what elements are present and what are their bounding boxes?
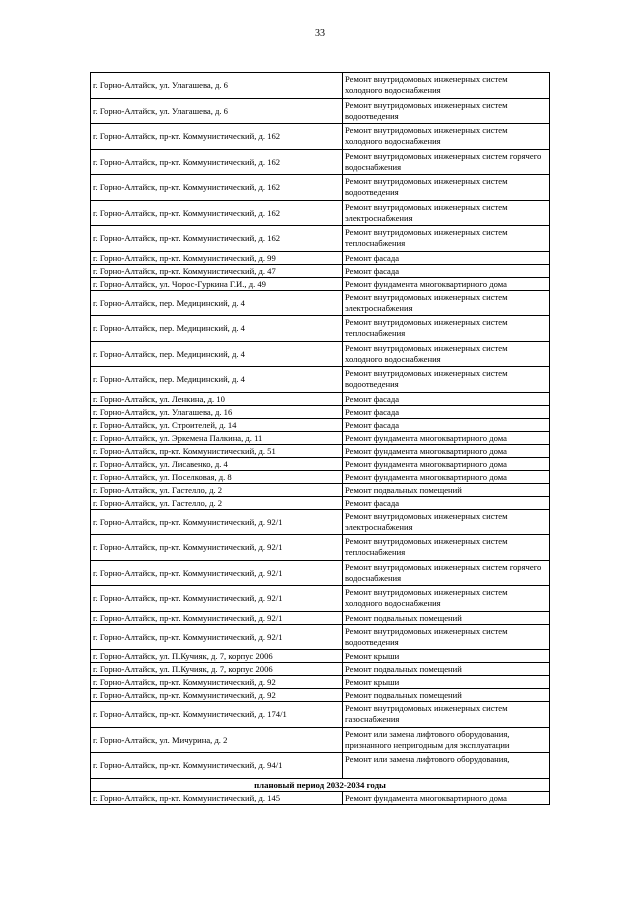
work-type-cell: Ремонт крыши xyxy=(343,676,550,689)
table-row xyxy=(91,367,550,393)
table-row xyxy=(91,727,550,753)
address-cell: г. Горно-Алтайск, пр-кт. Коммунистический, д. 99 xyxy=(91,251,343,264)
work-type-cell: Ремонт или замена лифтового оборудования, xyxy=(343,753,550,779)
table-row xyxy=(91,444,550,457)
address-cell: г. Горно-Алтайск, ул. Лисавенко, д. 4 xyxy=(91,457,343,470)
address-cell: г. Горно-Алтайск, ул. П.Кучияк, д. 7, корпус 2006 xyxy=(91,663,343,676)
table-row xyxy=(91,650,550,663)
table-row xyxy=(91,200,550,226)
address-cell: г. Горно-Алтайск, ул. Эркемена Палкина, д. 11 xyxy=(91,431,343,444)
work-type-cell: Ремонт фундамента многоквартирного дома xyxy=(343,444,550,457)
work-type-cell: Ремонт внутридомовых инженерных систем холодного водоснабжения xyxy=(343,73,550,99)
address-cell: г. Горно-Алтайск, пер. Медицинский, д. 4 xyxy=(91,341,343,367)
table-row xyxy=(91,405,550,418)
address-cell: г. Горно-Алтайск, ул. Улагашева, д. 6 xyxy=(91,73,343,99)
work-type-cell: Ремонт внутридомовых инженерных систем водоотведения xyxy=(343,624,550,650)
table-row xyxy=(91,251,550,264)
address-cell: г. Горно-Алтайск, пр-кт. Коммунистический, д. 145 xyxy=(91,791,343,804)
work-type-cell: Ремонт фасада xyxy=(343,251,550,264)
table-row xyxy=(91,316,550,342)
work-type-cell: Ремонт подвальных помещений xyxy=(343,663,550,676)
address-cell: г. Горно-Алтайск, пер. Медицинский, д. 4 xyxy=(91,316,343,342)
table-row xyxy=(91,676,550,689)
table-row xyxy=(91,496,550,509)
work-type-cell: Ремонт внутридомовых инженерных систем теплоснабжения xyxy=(343,535,550,561)
address-cell: г. Горно-Алтайск, пр-кт. Коммунистический, д. 94/1 xyxy=(91,753,343,779)
table-row xyxy=(91,392,550,405)
address-cell: г. Горно-Алтайск, пер. Медицинский, д. 4 xyxy=(91,367,343,393)
table-row xyxy=(91,98,550,124)
address-cell: г. Горно-Алтайск, ул. Мичурина, д. 2 xyxy=(91,727,343,753)
work-type-cell: Ремонт фундамента многоквартирного дома xyxy=(343,791,550,804)
work-type-cell: Ремонт внутридомовых инженерных систем электроснабжения xyxy=(343,290,550,316)
work-type-cell: Ремонт внутридомовых инженерных систем холодного водоснабжения xyxy=(343,124,550,150)
address-cell: г. Горно-Алтайск, пр-кт. Коммунистический, д. 162 xyxy=(91,124,343,150)
table-row xyxy=(91,560,550,586)
work-type-cell: Ремонт фасада xyxy=(343,392,550,405)
address-cell: г. Горно-Алтайск, ул. Ленкина, д. 10 xyxy=(91,392,343,405)
address-cell: г. Горно-Алтайск, ул. Улагашева, д. 6 xyxy=(91,98,343,124)
address-cell: г. Горно-Алтайск, пр-кт. Коммунистический, д. 92/1 xyxy=(91,586,343,612)
address-cell: г. Горно-Алтайск, пр-кт. Коммунистический, д. 92/1 xyxy=(91,611,343,624)
work-type-cell: Ремонт внутридомовых инженерных систем электроснабжения xyxy=(343,200,550,226)
address-cell: г. Горно-Алтайск, пр-кт. Коммунистический, д. 174/1 xyxy=(91,702,343,728)
table-row xyxy=(91,264,550,277)
address-cell: г. Горно-Алтайск, ул. Чорос-Гуркина Г.И., д. 49 xyxy=(91,277,343,290)
address-cell: г. Горно-Алтайск, ул. Гастелло, д. 2 xyxy=(91,483,343,496)
address-cell: г. Горно-Алтайск, пр-кт. Коммунистический, д. 92 xyxy=(91,676,343,689)
address-cell: г. Горно-Алтайск, ул. Поселковая, д. 8 xyxy=(91,470,343,483)
work-type-cell: Ремонт фундамента многоквартирного дома xyxy=(343,277,550,290)
table-row xyxy=(91,689,550,702)
table-row xyxy=(91,418,550,431)
address-cell: г. Горно-Алтайск, ул. Строителей, д. 14 xyxy=(91,418,343,431)
work-type-cell: Ремонт фундамента многоквартирного дома xyxy=(343,457,550,470)
work-type-cell: Ремонт подвальных помещений xyxy=(343,611,550,624)
address-cell: г. Горно-Алтайск, пр-кт. Коммунистический, д. 51 xyxy=(91,444,343,457)
section-row xyxy=(91,778,550,791)
table-row xyxy=(91,226,550,252)
address-cell: г. Горно-Алтайск, пр-кт. Коммунистический, д. 92 xyxy=(91,689,343,702)
address-cell: г. Горно-Алтайск, ул. Гастелло, д. 2 xyxy=(91,496,343,509)
table-row xyxy=(91,124,550,150)
table-row xyxy=(91,509,550,535)
work-type-cell: Ремонт фасада xyxy=(343,496,550,509)
work-type-cell: Ремонт фасада xyxy=(343,418,550,431)
table-row xyxy=(91,624,550,650)
table-row xyxy=(91,457,550,470)
address-cell: г. Горно-Алтайск, пр-кт. Коммунистический, д. 92/1 xyxy=(91,560,343,586)
work-type-cell: Ремонт внутридомовых инженерных систем электроснабжения xyxy=(343,509,550,535)
work-type-cell: Ремонт внутридомовых инженерных систем газоснабжения xyxy=(343,702,550,728)
table-row xyxy=(91,586,550,612)
repair-schedule-table xyxy=(90,72,550,805)
table-row xyxy=(91,73,550,99)
table-row xyxy=(91,341,550,367)
section-heading: плановый период 2032-2034 годы xyxy=(91,778,550,791)
address-cell: г. Горно-Алтайск, пр-кт. Коммунистический, д. 162 xyxy=(91,226,343,252)
table-row xyxy=(91,470,550,483)
work-type-cell: Ремонт фундамента многоквартирного дома xyxy=(343,431,550,444)
address-cell: г. Горно-Алтайск, пер. Медицинский, д. 4 xyxy=(91,290,343,316)
work-type-cell: Ремонт внутридомовых инженерных систем холодного водоснабжения xyxy=(343,341,550,367)
work-type-cell: Ремонт фасада xyxy=(343,405,550,418)
work-type-cell: Ремонт внутридомовых инженерных систем теплоснабжения xyxy=(343,316,550,342)
work-type-cell: Ремонт фундамента многоквартирного дома xyxy=(343,470,550,483)
table-row xyxy=(91,702,550,728)
work-type-cell: Ремонт внутридомовых инженерных систем холодного водоснабжения xyxy=(343,586,550,612)
work-type-cell: Ремонт или замена лифтового оборудования, признанного непригодным для эксплуатации xyxy=(343,727,550,753)
table-row xyxy=(91,483,550,496)
work-type-cell: Ремонт внутридомовых инженерных систем теплоснабжения xyxy=(343,226,550,252)
table-row xyxy=(91,791,550,804)
address-cell: г. Горно-Алтайск, ул. П.Кучияк, д. 7, корпус 2006 xyxy=(91,650,343,663)
work-type-cell: Ремонт крыши xyxy=(343,650,550,663)
work-type-cell: Ремонт внутридомовых инженерных систем водоотведения xyxy=(343,367,550,393)
work-type-cell: Ремонт внутридомовых инженерных систем горячего водоснабжения xyxy=(343,149,550,175)
work-type-cell: Ремонт внутридомовых инженерных систем водоотведения xyxy=(343,175,550,201)
address-cell: г. Горно-Алтайск, пр-кт. Коммунистический, д. 92/1 xyxy=(91,624,343,650)
work-type-cell: Ремонт фасада xyxy=(343,264,550,277)
work-type-cell: Ремонт подвальных помещений xyxy=(343,483,550,496)
address-cell: г. Горно-Алтайск, пр-кт. Коммунистический, д. 162 xyxy=(91,149,343,175)
table-row xyxy=(91,431,550,444)
address-cell: г. Горно-Алтайск, пр-кт. Коммунистический, д. 162 xyxy=(91,175,343,201)
page-number: 33 xyxy=(315,28,325,39)
table-row xyxy=(91,277,550,290)
table-row xyxy=(91,535,550,561)
address-cell: г. Горно-Алтайск, пр-кт. Коммунистический, д. 47 xyxy=(91,264,343,277)
table-row xyxy=(91,290,550,316)
work-type-cell: Ремонт внутридомовых инженерных систем водоотведения xyxy=(343,98,550,124)
table-row xyxy=(91,611,550,624)
address-cell: г. Горно-Алтайск, пр-кт. Коммунистический, д. 92/1 xyxy=(91,509,343,535)
address-cell: г. Горно-Алтайск, ул. Улагашева, д. 16 xyxy=(91,405,343,418)
table-row xyxy=(91,753,550,779)
table-row xyxy=(91,175,550,201)
table-row xyxy=(91,149,550,175)
address-cell: г. Горно-Алтайск, пр-кт. Коммунистический, д. 162 xyxy=(91,200,343,226)
work-type-cell: Ремонт внутридомовых инженерных систем горячего водоснабжения xyxy=(343,560,550,586)
address-cell: г. Горно-Алтайск, пр-кт. Коммунистический, д. 92/1 xyxy=(91,535,343,561)
work-type-cell: Ремонт подвальных помещений xyxy=(343,689,550,702)
table-row xyxy=(91,663,550,676)
